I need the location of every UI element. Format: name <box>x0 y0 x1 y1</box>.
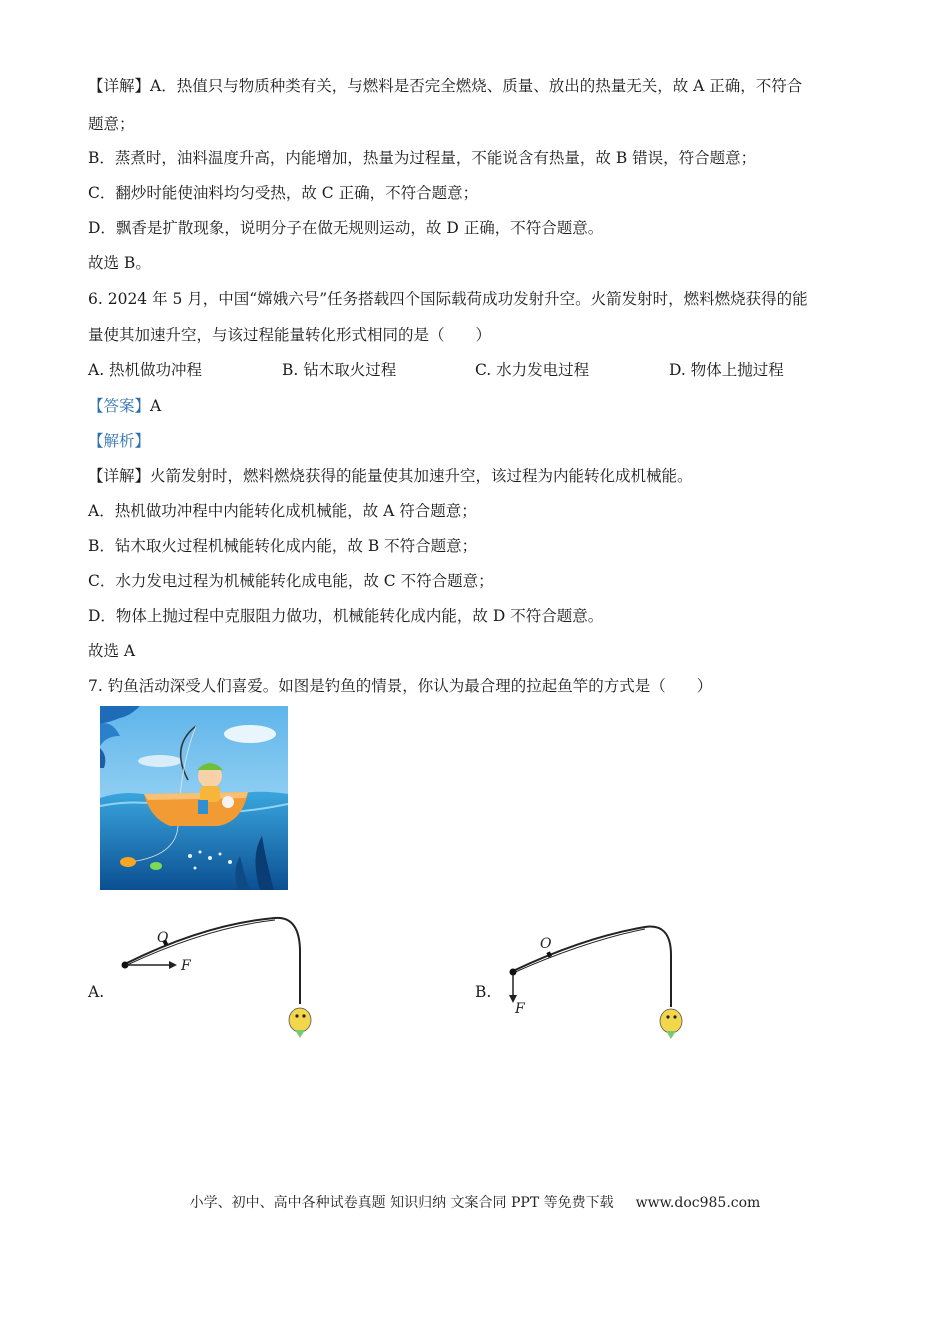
q5-detail-a <box>88 76 802 96</box>
answer-tag: 【答案】 <box>88 397 151 415</box>
analysis-tag: 【解析】 <box>88 432 151 450</box>
q6-stem-line-1: 6. 2024 年 5 月，中国“嫦娥六号”任务搭载四个国际载荷成功发射升空。火箭发射时，燃料燃烧获得的能 <box>88 290 808 308</box>
q5-detail-a-cont: 题意； <box>88 115 135 133</box>
pivot-label: O <box>157 930 169 946</box>
rod-a <box>125 918 300 1004</box>
fish-icon <box>289 1008 311 1038</box>
force-label: F <box>515 1001 525 1017</box>
q5-detail-d: D．飘香是扩散现象，说明分子在做无规则运动，故 D 正确，不符合题意。 <box>88 219 604 237</box>
fish-icon <box>660 1009 682 1039</box>
force-label: F <box>181 958 191 974</box>
q6-detail-b: B．钻木取火过程机械能转化成内能，故 B 不符合题意； <box>88 537 478 555</box>
page-footer <box>0 1192 950 1212</box>
answer-value: A <box>150 397 162 415</box>
detail-intro-text: 火箭发射时，燃料燃烧获得的能量使其加速升空，该过程为内能转化成机械能。 <box>150 467 693 485</box>
q5-detail-c: C．翻炒时能使油料均匀受热，故 C 正确，不符合题意； <box>88 184 479 202</box>
q6-stem-line-2: 量使其加速升空，与该过程能量转化形式相同的是（ ） <box>88 326 492 344</box>
q6-option-b: B. 钻木取火过程 <box>282 361 397 379</box>
q7-option-b-label: B. <box>475 983 492 1001</box>
detail-tag: 【详解】 <box>88 467 151 485</box>
pivot-label: O <box>540 936 552 952</box>
footer-url[interactable]: www.doc985.com <box>635 1195 761 1211</box>
q5-detail-b: B．蒸煮时，油料温度升高，内能增加，热量为过程量，不能说含有热量，故 B 错误，符合题意； <box>88 149 757 167</box>
q6-option-c: C. 水力发电过程 <box>475 361 590 379</box>
q7-stem: 7. 钓鱼活动深受人们喜爱。如图是钓鱼的情景，你认为最合理的拉起鱼竿的方式是（ ） <box>88 677 713 695</box>
rod-b <box>513 927 671 1007</box>
q6-answer <box>88 396 161 416</box>
q6-detail-d: D．物体上抛过程中克服阻力做功，机械能转化成内能，故 D 不符合题意。 <box>88 607 604 625</box>
q6-choice: 故选 A <box>88 642 136 660</box>
q6-detail-a: A．热机做功冲程中内能转化成机械能，故 A 符合题意； <box>88 502 477 520</box>
q7-option-a-label: A. <box>88 983 105 1001</box>
fishing-rod-diagram-b <box>505 915 705 1045</box>
fishing-scene-illustration <box>100 706 288 890</box>
footer-text: 小学、初中、高中各种试卷真题 知识归纳 文案合同 PPT 等免费下载 <box>189 1195 614 1211</box>
force-arrow-head <box>169 961 177 969</box>
q6-detail-c: C．水力发电过程为机械能转化成电能，故 C 不符合题意； <box>88 572 494 590</box>
q6-analysis-tag <box>88 431 150 451</box>
detail-tag: 【详解】 <box>88 77 151 95</box>
q6-option-d: D. 物体上抛过程 <box>669 361 784 379</box>
fishing-rod-diagram-a <box>115 912 335 1042</box>
q6-option-a: A. 热机做功冲程 <box>88 361 203 379</box>
q5-detail-a-text: A．热值只与物质种类有关，与燃料是否完全燃烧、质量、放出的热量无关，故 A 正确，不符合 <box>150 77 803 95</box>
q6-detail-intro <box>88 466 693 486</box>
q5-choice: 故选 B。 <box>88 254 151 272</box>
